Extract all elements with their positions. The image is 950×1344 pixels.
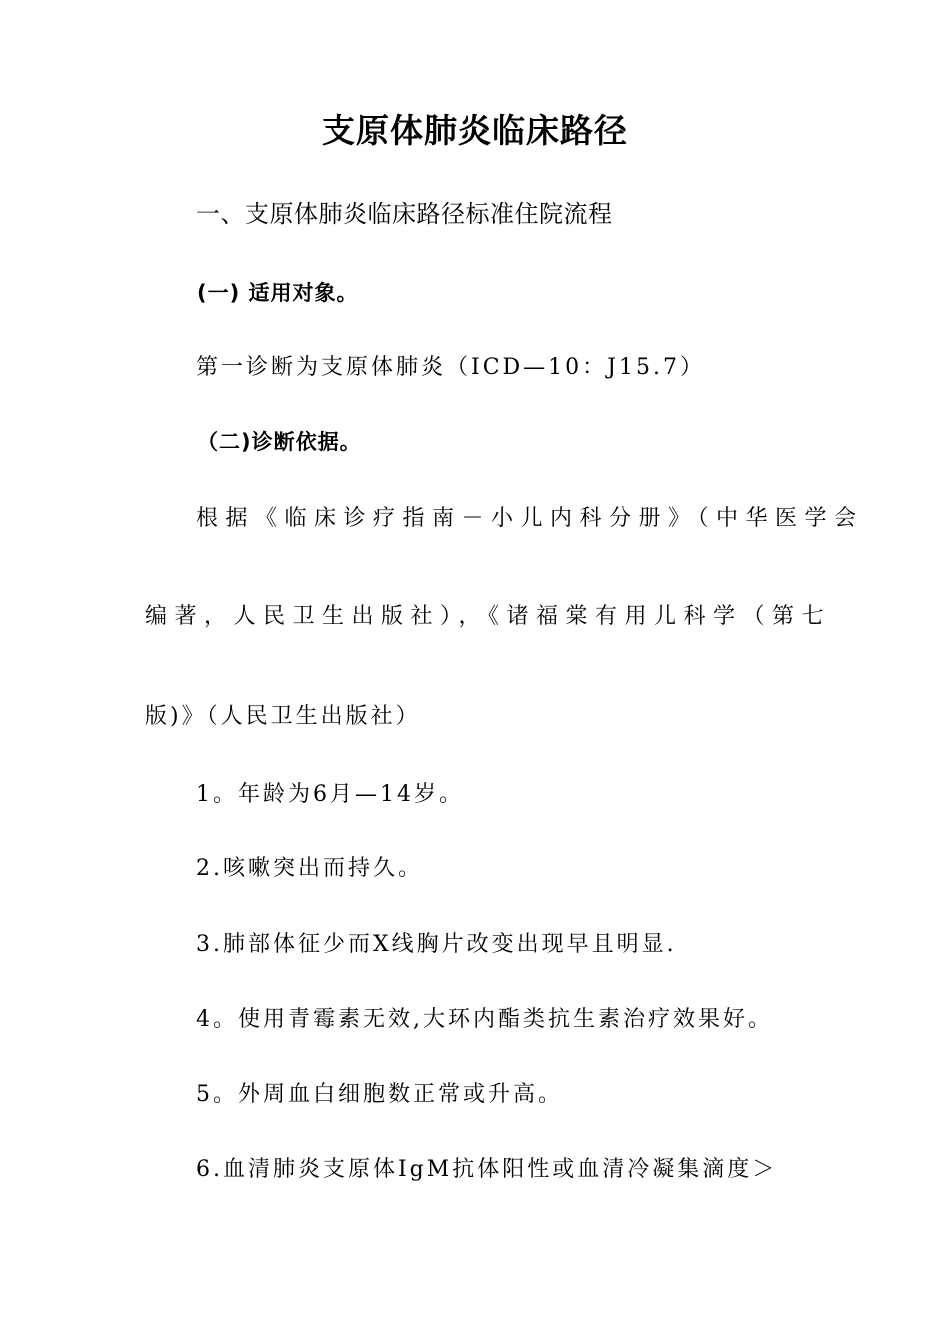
criteria-item-6: 6.血清肺炎支原体IgM抗体阳性或血清冷凝集滴度＞: [196, 1157, 778, 1182]
basis-paragraph-line-3: 版)》（人民卫生出版社）: [145, 704, 421, 729]
basis-paragraph-line-1: 根据《临床诊疗指南－小儿内科分册》（中华医学会: [196, 506, 864, 531]
criteria-item-2: 2.咳嗽突出而持久。: [196, 856, 423, 881]
subsection-heading-applicable-objects: (一) 适用对象。: [197, 281, 359, 305]
basis-paragraph-line-2: 编著，人民卫生出版社），《诸福棠有用儿科学（第七: [145, 604, 832, 629]
diagnosis-code-text: 第一诊断为支原体肺炎（ICD—10：J15.7）: [196, 355, 705, 380]
criteria-item-3: 3.肺部体征少而X线胸片改变出现早且明显.: [196, 932, 677, 957]
subsection-heading-diagnosis-basis: （二)诊断依据。: [197, 430, 362, 454]
criteria-item-4: 4。使用青霉素无效,大环内酯类抗生素治疗效果好。: [196, 1007, 773, 1032]
criteria-item-1: 1。年龄为6月—14岁。: [196, 782, 464, 807]
document-title: 支原体肺炎临床路径: [322, 111, 628, 150]
criteria-item-5: 5。外周血白细胞数正常或升高。: [196, 1082, 563, 1107]
section-heading-1: 一、支原体肺炎临床路径标准住院流程: [196, 200, 613, 228]
